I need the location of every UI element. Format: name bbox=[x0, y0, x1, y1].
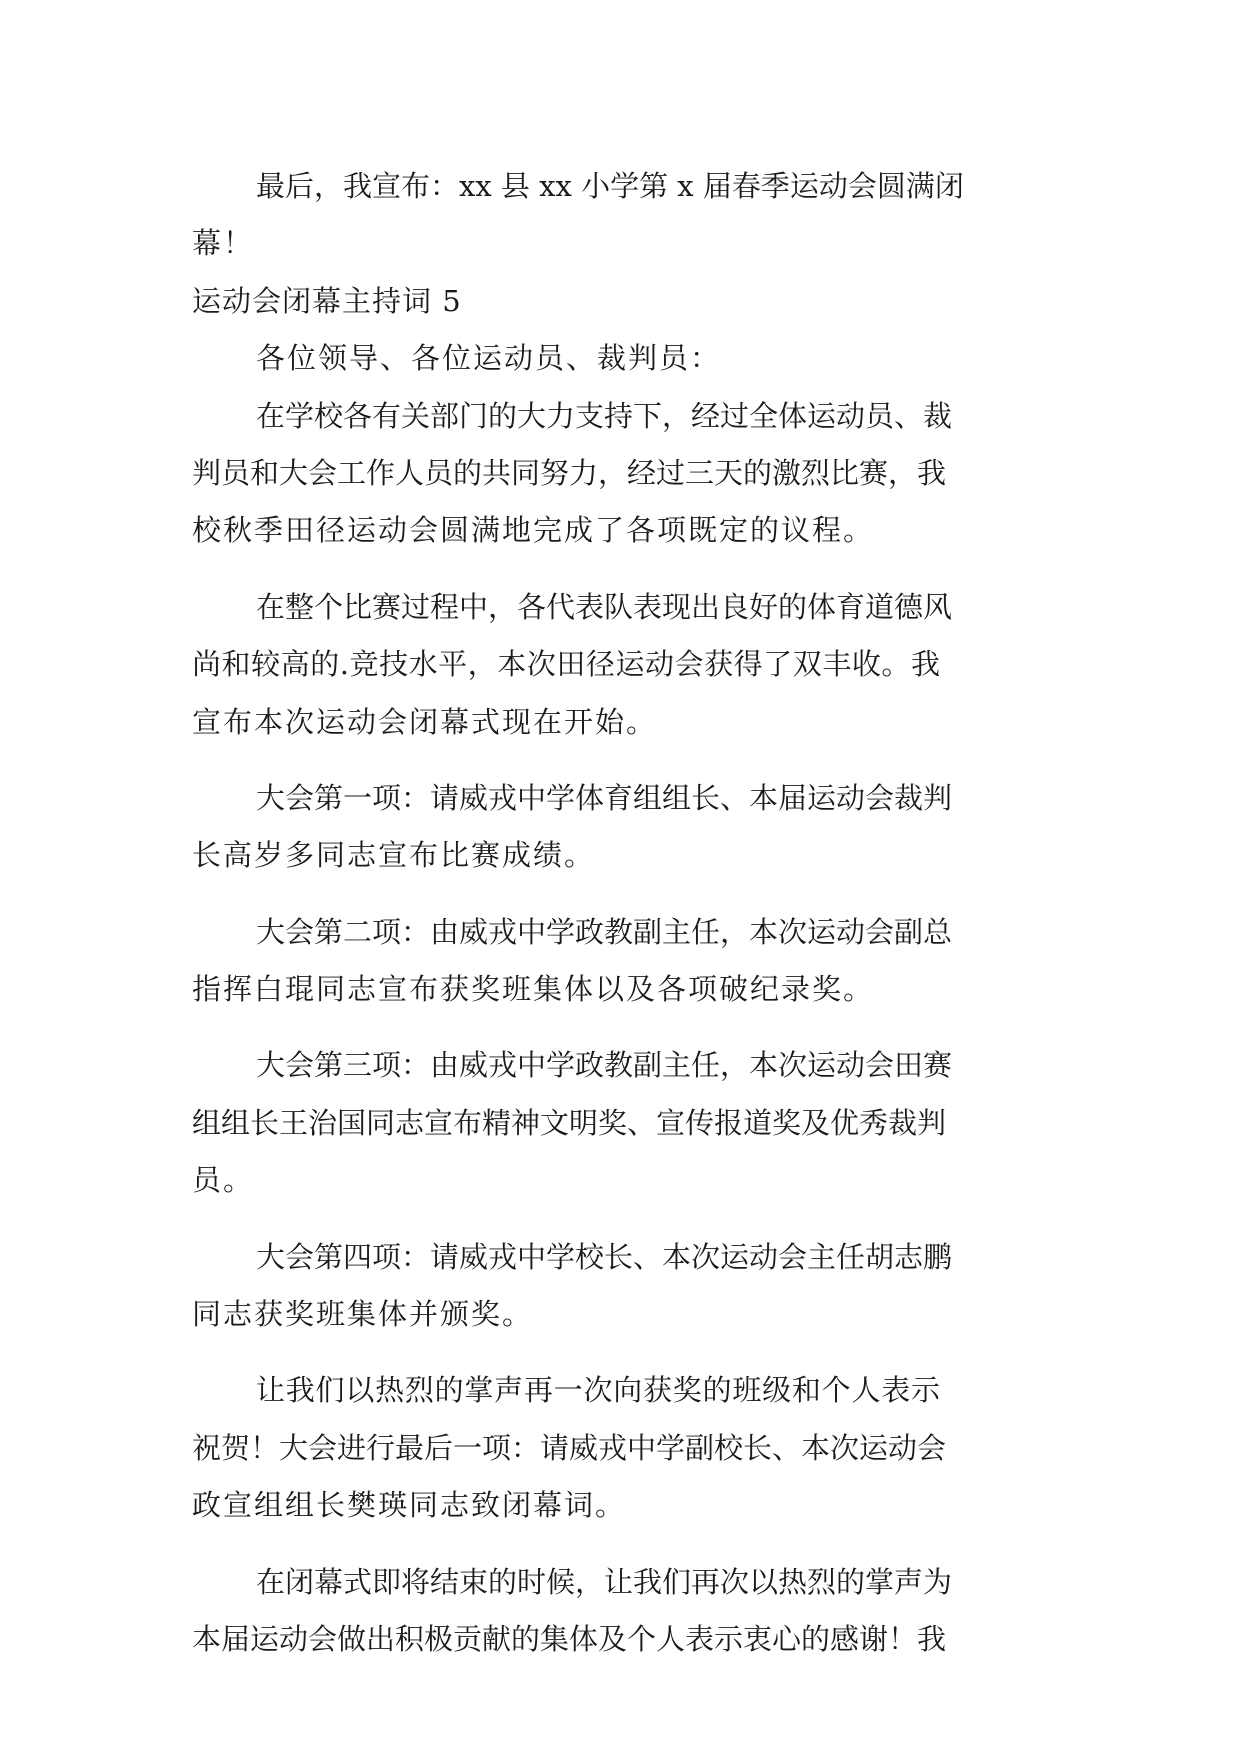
paragraph-line: 大会第四项：请威戎中学校长、本次运动会主任胡志鹏 bbox=[256, 1239, 953, 1274]
paragraph-line: 本届运动会做出积极贡献的集体及个人表示衷心的感谢！我 bbox=[192, 1621, 947, 1656]
paragraph-line: 大会第二项：由威戎中学政教副主任，本次运动会副总 bbox=[256, 914, 953, 949]
document-body bbox=[192, 158, 1052, 1668]
paragraph-line: 员。 bbox=[192, 1163, 255, 1198]
paragraph-line: 长高岁多同志宣布比赛成绩。 bbox=[192, 838, 596, 873]
paragraph-line: 组组长王治国同志宣布精神文明奖、宣传报道奖及优秀裁判 bbox=[192, 1105, 947, 1140]
paragraph-line: 大会第三项：由威戎中学政教副主任，本次运动会田赛 bbox=[256, 1048, 953, 1083]
paragraph-line: 最后，我宣布：xx 县 xx 小学第 x 届春季运动会圆满闭 bbox=[256, 169, 964, 203]
paragraph-line: 宣布本次运动会闭幕式现在开始。 bbox=[192, 704, 658, 739]
paragraph-line: 在闭幕式即将结束的时候，让我们再次以热烈的掌声为 bbox=[256, 1564, 953, 1599]
paragraph-line: 政宣组组长樊瑛同志致闭幕词。 bbox=[192, 1488, 627, 1523]
paragraph-line: 判员和大会工作人员的共同努力，经过三天的激烈比赛，我 bbox=[192, 455, 947, 490]
paragraph-line: 尚和较高的.竞技水平，本次田径运动会获得了双丰收。我 bbox=[192, 647, 941, 682]
paragraph-line: 指挥白琨同志宣布获奖班集体以及各项破纪录奖。 bbox=[192, 972, 875, 1007]
paragraph-line: 在整个比赛过程中，各代表队表现出良好的体育道德风 bbox=[256, 589, 953, 624]
paragraph-line: 校秋季田径运动会圆满地完成了各项既定的议程。 bbox=[192, 513, 875, 548]
paragraph-line: 幕！ bbox=[192, 226, 255, 261]
paragraph-line: 让我们以热烈的掌声再一次向获奖的班级和个人表示 bbox=[256, 1373, 941, 1408]
paragraph-line: 在学校各有关部门的大力支持下，经过全体运动员、裁 bbox=[256, 398, 953, 433]
section-heading: 运动会闭幕主持词 5 bbox=[192, 283, 462, 318]
paragraph-line: 祝贺！大会进行最后一项：请威戎中学副校长、本次运动会 bbox=[192, 1430, 947, 1465]
paragraph-line: 大会第一项：请威戎中学体育组组长、本届运动会裁判 bbox=[256, 780, 953, 815]
paragraph-line: 同志获奖班集体并颁奖。 bbox=[192, 1297, 534, 1332]
paragraph-line: 各位领导、各位运动员、裁判员： bbox=[256, 341, 722, 376]
